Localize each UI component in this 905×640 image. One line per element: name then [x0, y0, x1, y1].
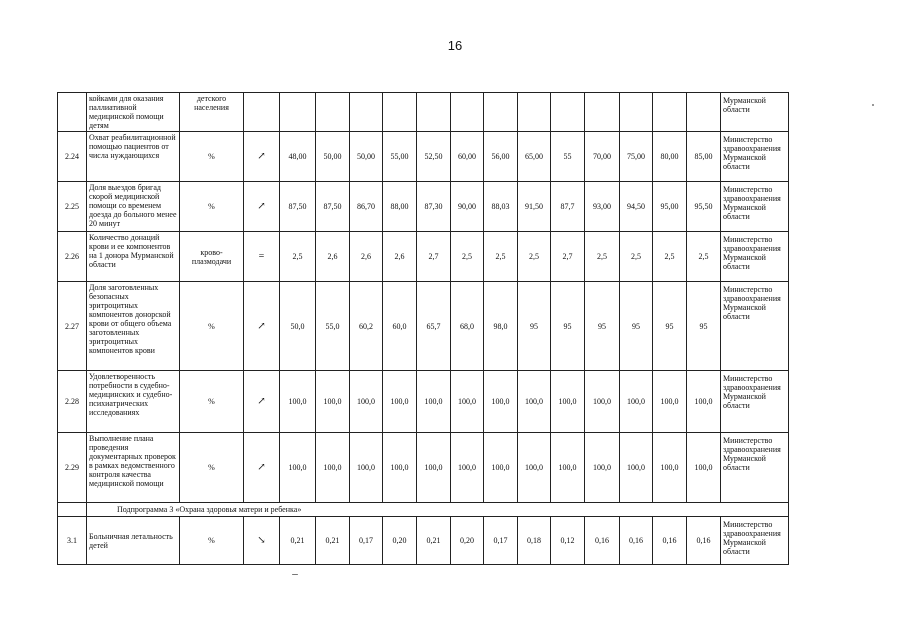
value-cell: 0,16: [585, 517, 620, 565]
value-cell: 100,0: [687, 371, 721, 433]
value-cell: 87,50: [316, 182, 350, 232]
value-cell: [518, 93, 551, 132]
row-id: 2.26: [58, 232, 87, 282]
value-cell: [585, 93, 620, 132]
responsible: Министерство здравоохранения Мурманской области: [721, 371, 789, 433]
row-id: 2.28: [58, 371, 87, 433]
value-cell: 100,0: [451, 371, 484, 433]
value-cell: 100,0: [451, 433, 484, 503]
trend-icon: ↗: [244, 371, 280, 433]
value-cell: 100,0: [518, 433, 551, 503]
value-cell: 91,50: [518, 182, 551, 232]
value-cell: 0,17: [484, 517, 518, 565]
value-cell: 95: [585, 282, 620, 371]
value-cell: 80,00: [653, 132, 687, 182]
responsible: Мурманской области: [721, 93, 789, 132]
unit: %: [180, 282, 244, 371]
subprogram-title: Подпрограмма 3 «Охрана здоровья матери и ребенка»: [87, 503, 789, 517]
row-id: [58, 93, 87, 132]
trend-icon: ↗: [244, 433, 280, 503]
value-cell: 48,00: [280, 132, 316, 182]
value-cell: 2,7: [551, 232, 585, 282]
row-id: 2.27: [58, 282, 87, 371]
indicator-name: Выполнение плана проведения документарных проверок в рамках ведомственного контроля качества медицинской помощи: [87, 433, 180, 503]
indicator-name: Количество донаций крови и ее компонентов на 1 донора Мурманской области: [87, 232, 180, 282]
value-cell: 2,6: [383, 232, 417, 282]
value-cell: 60,00: [451, 132, 484, 182]
value-cell: 2,5: [653, 232, 687, 282]
value-cell: 2,7: [417, 232, 451, 282]
value-cell: [551, 93, 585, 132]
unit: детского населения: [180, 93, 244, 132]
scan-speck: [872, 104, 874, 106]
responsible: Министерство здравоохранения Мурманской области: [721, 433, 789, 503]
value-cell: 87,50: [280, 182, 316, 232]
unit: %: [180, 371, 244, 433]
value-cell: [653, 93, 687, 132]
value-cell: 100,0: [687, 433, 721, 503]
value-cell: 95,00: [653, 182, 687, 232]
value-cell: 100,0: [417, 433, 451, 503]
value-cell: 75,00: [620, 132, 653, 182]
responsible: Министерство здравоохранения Мурманской области: [721, 232, 789, 282]
trend-icon: ↗: [244, 132, 280, 182]
value-cell: [451, 93, 484, 132]
value-cell: 100,0: [316, 371, 350, 433]
value-cell: 0,17: [350, 517, 383, 565]
value-cell: 60,2: [350, 282, 383, 371]
value-cell: 87,7: [551, 182, 585, 232]
indicator-name: Больничная летальность детей: [87, 517, 180, 565]
value-cell: 95,50: [687, 182, 721, 232]
value-cell: 55,0: [316, 282, 350, 371]
trend-icon: ↗: [244, 182, 280, 232]
value-cell: 55,00: [383, 132, 417, 182]
value-cell: 0,21: [316, 517, 350, 565]
value-cell: 100,0: [585, 433, 620, 503]
value-cell: 60,0: [383, 282, 417, 371]
value-cell: 100,0: [620, 433, 653, 503]
value-cell: 100,0: [585, 371, 620, 433]
value-cell: 50,0: [280, 282, 316, 371]
value-cell: 70,00: [585, 132, 620, 182]
value-cell: 90,00: [451, 182, 484, 232]
value-cell: 52,50: [417, 132, 451, 182]
value-cell: 65,7: [417, 282, 451, 371]
value-cell: 50,00: [316, 132, 350, 182]
value-cell: 100,0: [620, 371, 653, 433]
value-cell: 100,0: [383, 433, 417, 503]
value-cell: [383, 93, 417, 132]
value-cell: 100,0: [350, 433, 383, 503]
value-cell: 100,0: [484, 433, 518, 503]
table-row: [58, 182, 789, 232]
trend-icon: [244, 93, 280, 132]
value-cell: [417, 93, 451, 132]
value-cell: 100,0: [653, 371, 687, 433]
value-cell: 100,0: [417, 371, 451, 433]
subprogram-id-cell: [58, 503, 87, 517]
unit: %: [180, 132, 244, 182]
value-cell: 0,16: [687, 517, 721, 565]
table-row: [58, 282, 789, 371]
row-id: 2.29: [58, 433, 87, 503]
value-cell: 95: [653, 282, 687, 371]
table-row: [58, 93, 789, 132]
value-cell: 100,0: [316, 433, 350, 503]
value-cell: 2,5: [451, 232, 484, 282]
value-cell: [350, 93, 383, 132]
value-cell: 2,5: [585, 232, 620, 282]
value-cell: 95: [518, 282, 551, 371]
unit: крово-плазмодачи: [180, 232, 244, 282]
value-cell: 2,5: [280, 232, 316, 282]
table-row: [58, 433, 789, 503]
value-cell: 56,00: [484, 132, 518, 182]
row-id: 2.24: [58, 132, 87, 182]
indicator-name: Доля выездов бригад скорой медицинской помощи со временем доезда до больного менее 20 минут: [87, 182, 180, 232]
value-cell: 2,6: [350, 232, 383, 282]
trend-icon: ↗: [244, 282, 280, 371]
value-cell: 100,0: [383, 371, 417, 433]
value-cell: 0,16: [653, 517, 687, 565]
unit: %: [180, 433, 244, 503]
value-cell: 94,50: [620, 182, 653, 232]
table-row: [58, 517, 789, 565]
value-cell: [316, 93, 350, 132]
value-cell: 100,0: [518, 371, 551, 433]
value-cell: 0,21: [280, 517, 316, 565]
value-cell: 88,03: [484, 182, 518, 232]
value-cell: [620, 93, 653, 132]
indicator-name: койками для оказания паллиативной медицинской помощи детям: [87, 93, 180, 132]
value-cell: 95: [620, 282, 653, 371]
value-cell: 86,70: [350, 182, 383, 232]
responsible: Министерство здравоохранения Мурманской области: [721, 517, 789, 565]
indicator-name: Доля заготовленных безопасных эритроцитных компонентов донорской крови от общего объема заготовленных эритроцитных компонентов крови: [87, 282, 180, 371]
trend-icon: ↘: [244, 517, 280, 565]
value-cell: 2,5: [518, 232, 551, 282]
value-cell: 87,30: [417, 182, 451, 232]
row-id: 2.25: [58, 182, 87, 232]
value-cell: 100,0: [280, 433, 316, 503]
value-cell: 0,16: [620, 517, 653, 565]
row-id: 3.1: [58, 517, 87, 565]
value-cell: 98,0: [484, 282, 518, 371]
value-cell: 2,6: [316, 232, 350, 282]
value-cell: [280, 93, 316, 132]
value-cell: 95: [551, 282, 585, 371]
unit: %: [180, 517, 244, 565]
value-cell: 100,0: [653, 433, 687, 503]
value-cell: 68,0: [451, 282, 484, 371]
value-cell: 2,5: [620, 232, 653, 282]
value-cell: 0,12: [551, 517, 585, 565]
value-cell: 0,18: [518, 517, 551, 565]
value-cell: 95: [687, 282, 721, 371]
indicator-name: Удовлетворенность потребности в судебно-медицинских и судебно-психиатрических исследованиях: [87, 371, 180, 433]
page-number: 16: [447, 38, 463, 53]
responsible: Министерство здравоохранения Мурманской области: [721, 182, 789, 232]
table-row: [58, 132, 789, 182]
value-cell: 2,5: [484, 232, 518, 282]
trend-icon: =: [244, 232, 280, 282]
value-cell: 100,0: [484, 371, 518, 433]
value-cell: 0,21: [417, 517, 451, 565]
value-cell: [687, 93, 721, 132]
value-cell: 85,00: [687, 132, 721, 182]
subprogram-row: [58, 503, 789, 517]
value-cell: 0,20: [451, 517, 484, 565]
value-cell: [484, 93, 518, 132]
value-cell: 100,0: [350, 371, 383, 433]
value-cell: 100,0: [551, 371, 585, 433]
value-cell: 65,00: [518, 132, 551, 182]
value-cell: 50,00: [350, 132, 383, 182]
value-cell: 93,00: [585, 182, 620, 232]
table-row: [58, 232, 789, 282]
indicator-name: Охват реабилитационной помощью пациентов от числа нуждающихся: [87, 132, 180, 182]
scan-speck: [292, 574, 298, 575]
value-cell: 55: [551, 132, 585, 182]
value-cell: 2,5: [687, 232, 721, 282]
table-row: [58, 371, 789, 433]
value-cell: 100,0: [280, 371, 316, 433]
indicators-table: [57, 92, 789, 565]
value-cell: 88,00: [383, 182, 417, 232]
unit: %: [180, 182, 244, 232]
value-cell: 100,0: [551, 433, 585, 503]
responsible: Министерство здравоохранения Мурманской области: [721, 282, 789, 371]
value-cell: 0,20: [383, 517, 417, 565]
responsible: Министерство здравоохранения Мурманской области: [721, 132, 789, 182]
